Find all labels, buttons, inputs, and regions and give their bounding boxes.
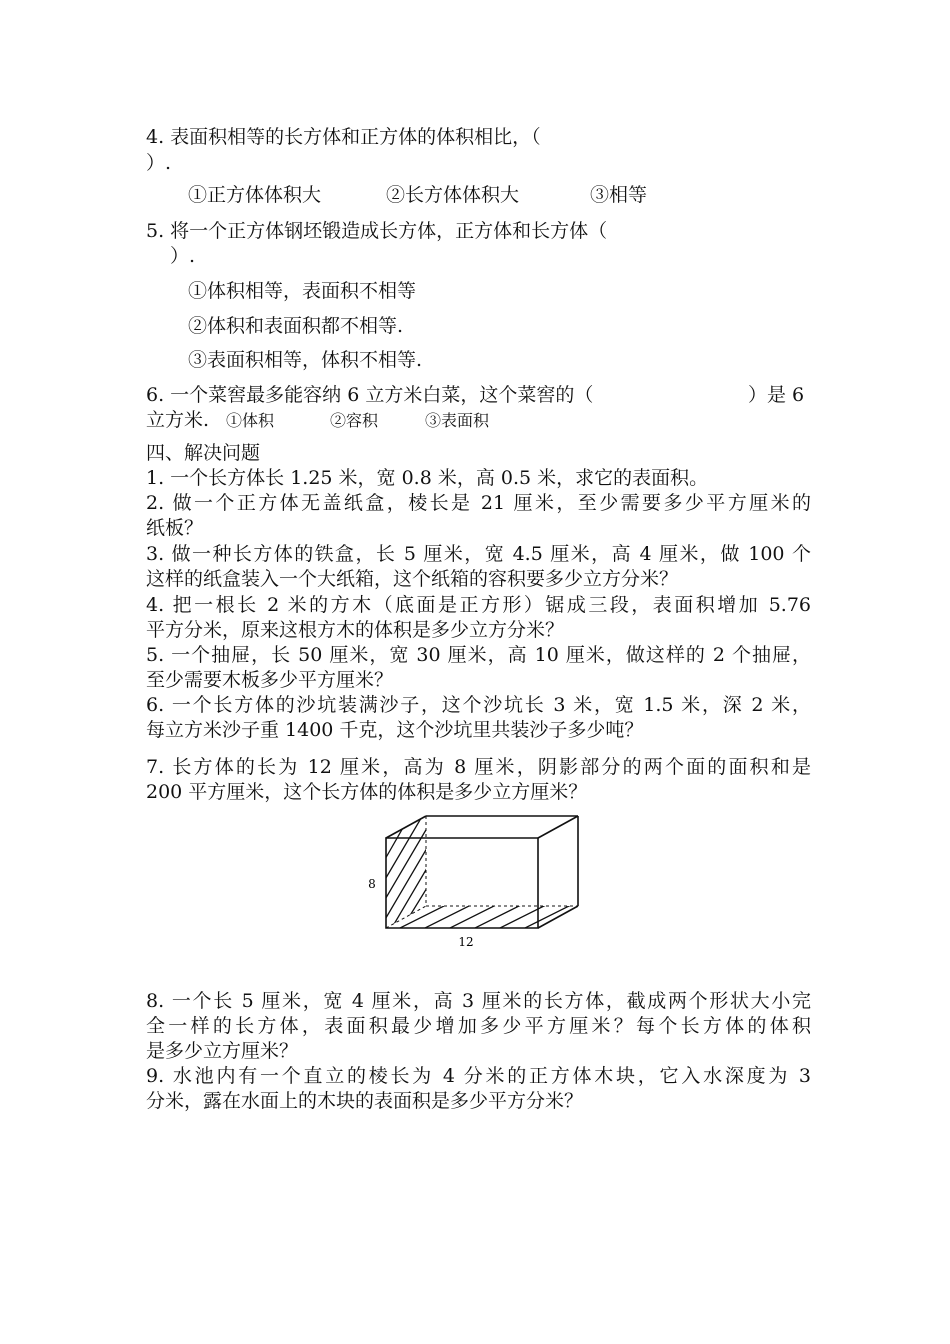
problem-2-line2: 纸板？: [146, 517, 204, 539]
cuboid-hidden-edges: [386, 816, 578, 928]
problem-3-line2: 这样的纸盒装入一个大纸箱，这个纸箱的容积要多少立方分米？: [146, 568, 679, 590]
q5-stem-line2: ）.: [170, 245, 196, 267]
problem-6-line1: 6. 一个长方体的沙坑装满沙子，这个沙坑长 3 米，宽 1.5 米，深 2 米，: [146, 694, 811, 716]
problem-4-line1: 4. 把一根长 2 米的方木（底面是正方形）锯成三段，表面积增加 5.76: [146, 594, 811, 616]
section-4-title: 四、解决问题: [146, 442, 261, 464]
problem-7-line2: 200 平方厘米，这个长方体的体积是多少立方厘米？: [146, 781, 588, 803]
q4-option-1: ①正方体体积大: [188, 184, 322, 206]
q5-stem-line1: 5. 将一个正方体钢坯锻造成长方体，正方体和长方体（: [146, 220, 608, 242]
q5-option-3: ③表面积相等，体积不相等.: [188, 349, 423, 371]
cuboid-figure: [360, 808, 590, 958]
problem-8-line1: 8. 一个长 5 厘米，宽 4 厘米，高 3 厘米的长方体，截成两个形状大小完: [146, 990, 811, 1012]
problem-4-line2: 平方分米，原来这根方木的体积是多少立方分米？: [146, 619, 565, 641]
length-label: 12: [458, 935, 474, 949]
problem-2-line1: 2. 做一个正方体无盖纸盒，棱长是 21 厘米，至少需要多少平方厘米的: [146, 492, 811, 514]
problem-5-line2: 至少需要木板多少平方厘米？: [146, 669, 394, 691]
cuboid-visible-edges: [386, 816, 578, 928]
q4-stem-line2: ）.: [146, 152, 172, 174]
problem-5-line1: 5. 一个抽屉，长 50 厘米，宽 30 厘米，高 10 厘米，做这样的 2 个抽屉，: [146, 644, 811, 666]
q6-stem-line2: 立方米.: [146, 409, 210, 431]
q6-option-3: ③表面积: [425, 411, 490, 430]
q6-option-2: ②容积: [330, 411, 379, 430]
q5-option-2: ②体积和表面积都不相等.: [188, 315, 404, 337]
problem-6-line2: 每立方米沙子重 1400 千克，这个沙坑里共装沙子多少吨？: [146, 719, 644, 741]
q4-stem-line1: 4. 表面积相等的长方体和正方体的体积相比，（: [146, 126, 541, 148]
problem-7-line1: 7. 长方体的长为 12 厘米，高为 8 厘米，阴影部分的两个面的面积和是: [146, 756, 811, 778]
q6-stem-line1-right: ）是 6: [748, 384, 805, 406]
problem-3-line1: 3. 做一种长方体的铁盒，长 5 厘米，宽 4.5 厘米，高 4 厘米，做 100 个: [146, 543, 811, 565]
problem-8-line3: 是多少立方厘米？: [146, 1040, 299, 1062]
q4-option-3: ③相等: [590, 184, 648, 206]
q4-option-2: ②长方体体积大: [386, 184, 520, 206]
problem-1-line1: 1. 一个长方体长 1.25 米，宽 0.8 米，高 0.5 米，求它的表面积。: [146, 467, 709, 489]
q6-option-1: ①体积: [226, 411, 275, 430]
q5-option-1: ①体积相等，表面积不相等: [188, 280, 417, 302]
problem-9-line2: 分米，露在水面上的木块的表面积是多少平方分米？: [146, 1090, 584, 1112]
q6-stem-line1-left: 6. 一个菜窖最多能容纳 6 立方米白菜，这个菜窖的（: [146, 384, 594, 406]
height-label: 8: [368, 877, 376, 891]
problem-8-line2: 全一样的长方体，表面积最少增加多少平方厘米？每个长方体的体积: [146, 1015, 811, 1037]
problem-9-line1: 9. 水池内有一个直立的棱长为 4 分米的正方体木块，它入水深度为 3: [146, 1065, 811, 1087]
